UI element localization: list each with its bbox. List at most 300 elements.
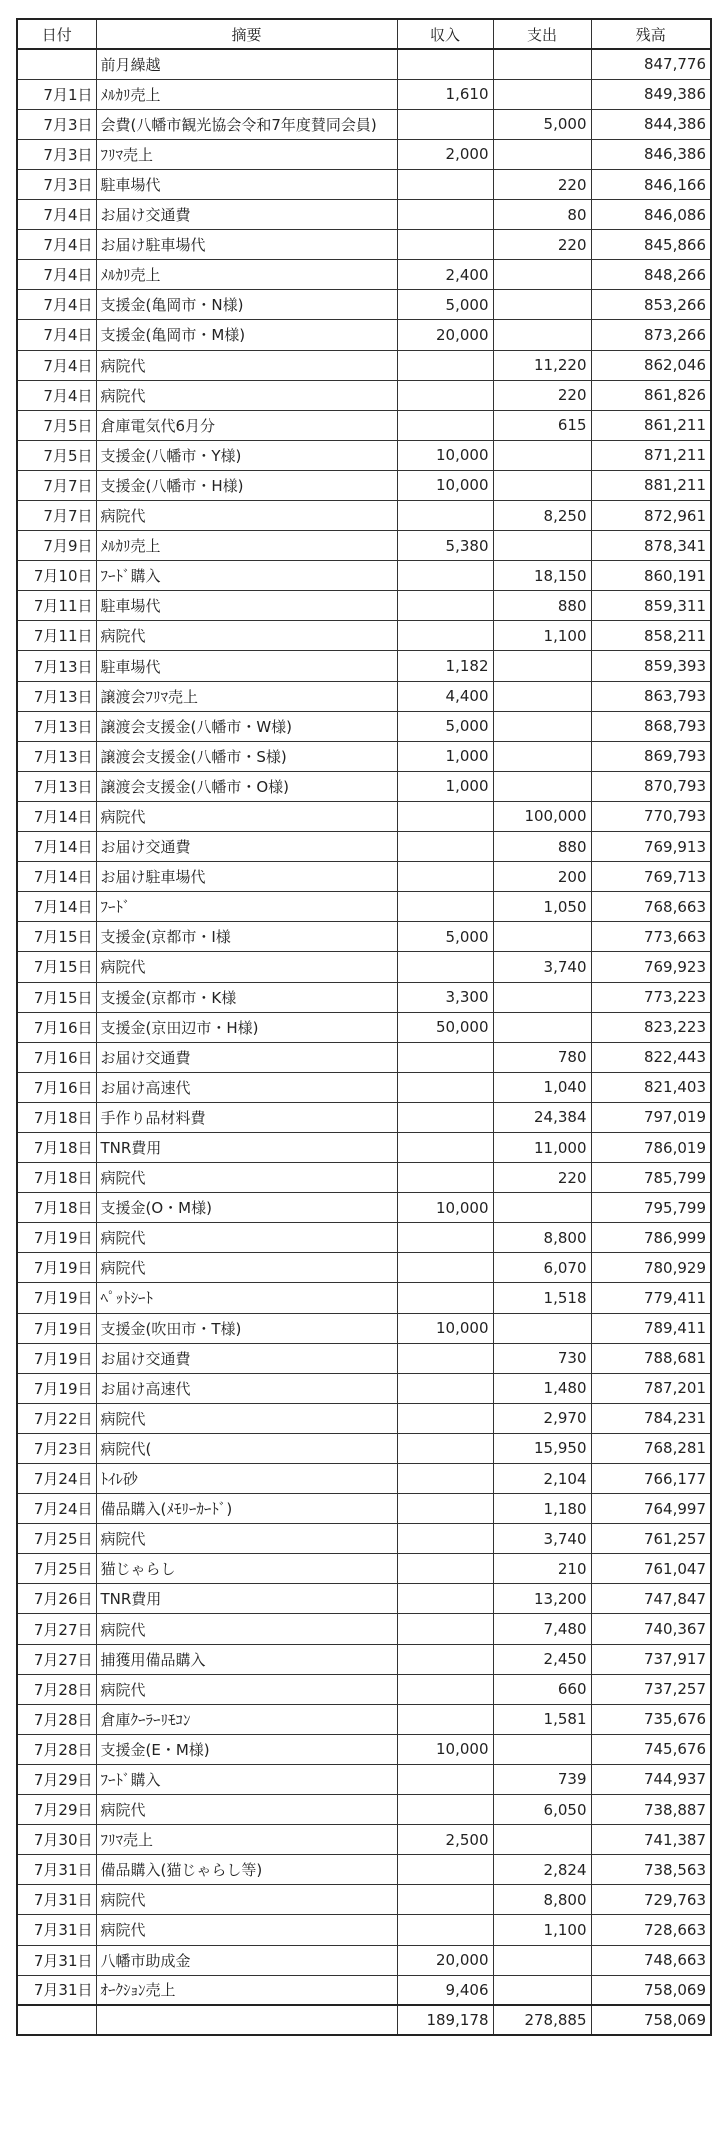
cell-income <box>397 832 493 862</box>
cell-income: 2,400 <box>397 260 493 290</box>
cell-date: 7月3日 <box>17 109 96 139</box>
table-row <box>17 1433 711 1463</box>
cell-date: 7月29日 <box>17 1795 96 1825</box>
cell-expense <box>493 49 591 79</box>
cell-description: ﾌｰﾄﾞ購入 <box>96 561 397 591</box>
table-row <box>17 1915 711 1945</box>
cell-description: 病院代 <box>96 1223 397 1253</box>
cell-expense: 2,824 <box>493 1855 591 1885</box>
cell-date: 7月4日 <box>17 350 96 380</box>
cell-income <box>397 169 493 199</box>
cell-balance: 846,386 <box>591 139 711 169</box>
cell-balance: 788,681 <box>591 1343 711 1373</box>
cell-description: 備品購入(ﾒﾓﾘｰｶｰﾄﾞ) <box>96 1494 397 1524</box>
header-balance: 残高 <box>591 19 711 49</box>
table-row <box>17 621 711 651</box>
cell-date <box>17 49 96 79</box>
cell-income <box>397 952 493 982</box>
cell-balance: 853,266 <box>591 290 711 320</box>
cell-description: 駐車場代 <box>96 591 397 621</box>
table-row <box>17 169 711 199</box>
cell-income: 10,000 <box>397 470 493 500</box>
cell-balance: 745,676 <box>591 1734 711 1764</box>
cell-balance: 735,676 <box>591 1704 711 1734</box>
cell-date: 7月5日 <box>17 440 96 470</box>
table-row <box>17 320 711 350</box>
cell-expense: 1,100 <box>493 1915 591 1945</box>
cell-description: 駐車場代 <box>96 651 397 681</box>
cell-balance: 773,663 <box>591 922 711 952</box>
cell-expense: 1,100 <box>493 621 591 651</box>
cell-date: 7月25日 <box>17 1524 96 1554</box>
table-row <box>17 1343 711 1373</box>
cell-balance: 785,799 <box>591 1163 711 1193</box>
cell-date: 7月24日 <box>17 1464 96 1494</box>
cell-expense: 80 <box>493 200 591 230</box>
cell-expense <box>493 290 591 320</box>
table-row <box>17 922 711 952</box>
cell-balance: 784,231 <box>591 1403 711 1433</box>
cell-date: 7月16日 <box>17 1012 96 1042</box>
cell-income <box>397 501 493 531</box>
cell-balance: 769,923 <box>591 952 711 982</box>
cell-income: 5,000 <box>397 922 493 952</box>
table-row <box>17 1764 711 1794</box>
table-row <box>17 1945 711 1975</box>
cell-description: 病院代( <box>96 1433 397 1463</box>
cell-balance: 822,443 <box>591 1042 711 1072</box>
cell-expense: 210 <box>493 1554 591 1584</box>
cell-date: 7月19日 <box>17 1253 96 1283</box>
cell-income <box>397 1132 493 1162</box>
cell-expense <box>493 440 591 470</box>
cell-date: 7月14日 <box>17 801 96 831</box>
cell-description: 倉庫電気代6月分 <box>96 410 397 440</box>
cell-expense: 18,150 <box>493 561 591 591</box>
cell-expense <box>493 741 591 771</box>
cell-income <box>397 1163 493 1193</box>
table-row <box>17 1042 711 1072</box>
cell-expense: 880 <box>493 832 591 862</box>
cell-date: 7月14日 <box>17 862 96 892</box>
cell-expense: 220 <box>493 169 591 199</box>
cell-description: 病院代 <box>96 1885 397 1915</box>
table-row <box>17 1825 711 1855</box>
table-row <box>17 1885 711 1915</box>
cell-expense <box>493 139 591 169</box>
cell-balance: 846,086 <box>591 200 711 230</box>
cell-income <box>397 230 493 260</box>
cell-expense <box>493 470 591 500</box>
cell-description: 病院代 <box>96 801 397 831</box>
table-row <box>17 1704 711 1734</box>
cell-balance: 849,386 <box>591 79 711 109</box>
cell-date: 7月5日 <box>17 410 96 440</box>
cell-balance: 737,917 <box>591 1644 711 1674</box>
table-row <box>17 531 711 561</box>
cell-description: ﾍﾟｯﾄｼｰﾄ <box>96 1283 397 1313</box>
cell-balance: 744,937 <box>591 1764 711 1794</box>
table-row <box>17 1614 711 1644</box>
table-row <box>17 1373 711 1403</box>
cell-description: お届け交通費 <box>96 1042 397 1072</box>
cell-balance: 766,177 <box>591 1464 711 1494</box>
cell-expense <box>493 1193 591 1223</box>
cell-balance: 728,663 <box>591 1915 711 1945</box>
cell-balance: 873,266 <box>591 320 711 350</box>
cell-expense: 660 <box>493 1674 591 1704</box>
cell-income <box>397 591 493 621</box>
header-description: 摘要 <box>96 19 397 49</box>
cell-balance: 872,961 <box>591 501 711 531</box>
cell-balance: 869,793 <box>591 741 711 771</box>
cell-balance: 861,211 <box>591 410 711 440</box>
totals-expense: 278,885 <box>493 2005 591 2035</box>
cell-expense: 11,220 <box>493 350 591 380</box>
cell-date: 7月16日 <box>17 1042 96 1072</box>
table-row <box>17 651 711 681</box>
table-row <box>17 711 711 741</box>
cell-expense: 3,740 <box>493 1524 591 1554</box>
cell-expense <box>493 922 591 952</box>
cell-income: 1,610 <box>397 79 493 109</box>
cell-expense <box>493 1734 591 1764</box>
ledger-body <box>17 49 711 2005</box>
header-date: 日付 <box>17 19 96 49</box>
cell-balance: 797,019 <box>591 1102 711 1132</box>
cell-date: 7月19日 <box>17 1313 96 1343</box>
cell-income: 10,000 <box>397 440 493 470</box>
cell-date: 7月14日 <box>17 892 96 922</box>
cell-balance: 773,223 <box>591 982 711 1012</box>
cell-income <box>397 1283 493 1313</box>
cell-expense <box>493 1975 591 2005</box>
cell-date: 7月13日 <box>17 741 96 771</box>
cell-balance: 878,341 <box>591 531 711 561</box>
cell-expense <box>493 531 591 561</box>
table-row <box>17 230 711 260</box>
cell-expense: 1,040 <box>493 1072 591 1102</box>
cell-date: 7月14日 <box>17 832 96 862</box>
cell-date: 7月28日 <box>17 1704 96 1734</box>
table-row <box>17 771 711 801</box>
cell-date: 7月31日 <box>17 1885 96 1915</box>
cell-description: 譲渡会支援金(八幡市・O様) <box>96 771 397 801</box>
cell-description: 病院代 <box>96 350 397 380</box>
table-row <box>17 591 711 621</box>
cell-date: 7月31日 <box>17 1855 96 1885</box>
totals-balance: 758,069 <box>591 2005 711 2035</box>
cell-income <box>397 1764 493 1794</box>
table-row <box>17 741 711 771</box>
cell-income: 9,406 <box>397 1975 493 2005</box>
cell-balance: 769,913 <box>591 832 711 862</box>
cell-balance: 738,887 <box>591 1795 711 1825</box>
cell-income: 5,380 <box>397 531 493 561</box>
cell-expense <box>493 771 591 801</box>
cell-description: 支援金(O・M様) <box>96 1193 397 1223</box>
cell-date: 7月9日 <box>17 531 96 561</box>
cell-description: ﾌｰﾄﾞ <box>96 892 397 922</box>
table-row <box>17 832 711 862</box>
cell-date: 7月1日 <box>17 79 96 109</box>
cell-date: 7月4日 <box>17 200 96 230</box>
cell-balance: 845,866 <box>591 230 711 260</box>
cell-date: 7月10日 <box>17 561 96 591</box>
cell-description: 猫じゃらし <box>96 1554 397 1584</box>
cell-balance: 758,069 <box>591 1975 711 2005</box>
cell-balance: 860,191 <box>591 561 711 591</box>
cell-balance: 738,563 <box>591 1855 711 1885</box>
cell-income <box>397 561 493 591</box>
cell-expense <box>493 711 591 741</box>
cell-expense <box>493 1945 591 1975</box>
cell-description: 病院代 <box>96 380 397 410</box>
cell-income: 1,000 <box>397 771 493 801</box>
cell-description: 支援金(京田辺市・H様) <box>96 1012 397 1042</box>
cell-balance: 769,713 <box>591 862 711 892</box>
cell-expense: 6,070 <box>493 1253 591 1283</box>
cell-income <box>397 1704 493 1734</box>
table-row <box>17 1524 711 1554</box>
cell-date: 7月19日 <box>17 1373 96 1403</box>
cell-date: 7月22日 <box>17 1403 96 1433</box>
cell-balance: 868,793 <box>591 711 711 741</box>
table-row <box>17 79 711 109</box>
cell-description: 支援金(八幡市・H様) <box>96 470 397 500</box>
cell-date: 7月4日 <box>17 290 96 320</box>
cell-balance: 740,367 <box>591 1614 711 1644</box>
cell-expense: 2,450 <box>493 1644 591 1674</box>
cell-description: 譲渡会ﾌﾘﾏ売上 <box>96 681 397 711</box>
cell-income: 2,000 <box>397 139 493 169</box>
cell-expense: 8,250 <box>493 501 591 531</box>
cell-description: 支援金(八幡市・Y様) <box>96 440 397 470</box>
cell-balance: 859,311 <box>591 591 711 621</box>
cell-balance: 861,826 <box>591 380 711 410</box>
cell-description: 病院代 <box>96 1163 397 1193</box>
cell-description: ﾒﾙｶﾘ売上 <box>96 260 397 290</box>
table-row <box>17 49 711 79</box>
cell-description: 支援金(亀岡市・N様) <box>96 290 397 320</box>
cell-description: 支援金(亀岡市・M様) <box>96 320 397 350</box>
header-row <box>17 19 711 49</box>
table-row <box>17 290 711 320</box>
table-row <box>17 470 711 500</box>
cell-income: 1,000 <box>397 741 493 771</box>
cell-date: 7月29日 <box>17 1764 96 1794</box>
cell-balance: 881,211 <box>591 470 711 500</box>
cell-balance: 863,793 <box>591 681 711 711</box>
cell-income <box>397 200 493 230</box>
cell-date: 7月27日 <box>17 1614 96 1644</box>
cell-income <box>397 1554 493 1584</box>
cell-balance: 870,793 <box>591 771 711 801</box>
cell-date: 7月4日 <box>17 260 96 290</box>
table-row <box>17 350 711 380</box>
cell-expense: 1,581 <box>493 1704 591 1734</box>
cell-balance: 786,999 <box>591 1223 711 1253</box>
table-row <box>17 410 711 440</box>
cell-description: 病院代 <box>96 1915 397 1945</box>
cell-description: TNR費用 <box>96 1584 397 1614</box>
cell-expense: 11,000 <box>493 1132 591 1162</box>
cell-expense: 1,180 <box>493 1494 591 1524</box>
table-row <box>17 1163 711 1193</box>
cell-balance: 741,387 <box>591 1825 711 1855</box>
cell-date: 7月31日 <box>17 1915 96 1945</box>
cell-description: TNR費用 <box>96 1132 397 1162</box>
cell-expense <box>493 1012 591 1042</box>
cell-balance: 747,847 <box>591 1584 711 1614</box>
cell-expense: 220 <box>493 380 591 410</box>
cell-expense: 880 <box>493 591 591 621</box>
cell-expense: 7,480 <box>493 1614 591 1644</box>
cell-income: 10,000 <box>397 1193 493 1223</box>
cell-description: 譲渡会支援金(八幡市・S様) <box>96 741 397 771</box>
cell-description: 病院代 <box>96 1614 397 1644</box>
cell-expense: 220 <box>493 230 591 260</box>
cell-balance: 858,211 <box>591 621 711 651</box>
cell-expense: 1,518 <box>493 1283 591 1313</box>
cell-description: お届け交通費 <box>96 832 397 862</box>
table-row <box>17 440 711 470</box>
cell-income: 4,400 <box>397 681 493 711</box>
cell-expense <box>493 681 591 711</box>
cell-date: 7月3日 <box>17 169 96 199</box>
cell-income: 1,182 <box>397 651 493 681</box>
cell-expense: 739 <box>493 1764 591 1794</box>
cell-description: 病院代 <box>96 952 397 982</box>
cell-income <box>397 801 493 831</box>
cell-expense: 13,200 <box>493 1584 591 1614</box>
cell-balance: 764,997 <box>591 1494 711 1524</box>
ledger-container <box>16 18 712 2036</box>
cell-expense: 6,050 <box>493 1795 591 1825</box>
cell-description: ﾌﾘﾏ売上 <box>96 139 397 169</box>
table-row <box>17 681 711 711</box>
cell-expense: 780 <box>493 1042 591 1072</box>
cell-income <box>397 1042 493 1072</box>
cell-income <box>397 1795 493 1825</box>
cell-description: ﾒﾙｶﾘ売上 <box>96 531 397 561</box>
header-expense: 支出 <box>493 19 591 49</box>
cell-balance: 729,763 <box>591 1885 711 1915</box>
cell-expense: 24,384 <box>493 1102 591 1132</box>
cell-date: 7月30日 <box>17 1825 96 1855</box>
cell-expense: 1,050 <box>493 892 591 922</box>
cell-description: 支援金(吹田市・T様) <box>96 1313 397 1343</box>
cell-description: 会費(八幡市観光協会令和7年度賛同会員) <box>96 109 397 139</box>
cell-balance: 748,663 <box>591 1945 711 1975</box>
cell-income <box>397 1253 493 1283</box>
table-row <box>17 1554 711 1584</box>
cell-date: 7月7日 <box>17 470 96 500</box>
table-row <box>17 1012 711 1042</box>
table-row <box>17 1132 711 1162</box>
cell-income: 10,000 <box>397 1734 493 1764</box>
cell-date: 7月19日 <box>17 1283 96 1313</box>
cell-description: 病院代 <box>96 1795 397 1825</box>
cell-income <box>397 1433 493 1463</box>
cell-balance: 737,257 <box>591 1674 711 1704</box>
cell-income <box>397 1584 493 1614</box>
cell-description: お届け駐車場代 <box>96 230 397 260</box>
cell-description: 前月繰越 <box>96 49 397 79</box>
cell-description: 倉庫ｸｰﾗｰﾘﾓｺﾝ <box>96 1704 397 1734</box>
cell-expense: 15,950 <box>493 1433 591 1463</box>
cell-balance: 859,393 <box>591 651 711 681</box>
cell-date: 7月23日 <box>17 1433 96 1463</box>
cell-expense <box>493 651 591 681</box>
cell-income <box>397 1885 493 1915</box>
cell-description: ﾄｲﾚ砂 <box>96 1464 397 1494</box>
cell-description: 八幡市助成金 <box>96 1945 397 1975</box>
cell-balance: 795,799 <box>591 1193 711 1223</box>
cell-date: 7月28日 <box>17 1734 96 1764</box>
cell-income <box>397 1343 493 1373</box>
cell-expense: 615 <box>493 410 591 440</box>
cell-description: ｵｰｸｼｮﾝ売上 <box>96 1975 397 2005</box>
cell-date: 7月4日 <box>17 230 96 260</box>
table-row <box>17 200 711 230</box>
cell-balance: 823,223 <box>591 1012 711 1042</box>
cell-balance: 862,046 <box>591 350 711 380</box>
cell-income: 5,000 <box>397 290 493 320</box>
cell-income <box>397 350 493 380</box>
cell-expense <box>493 320 591 350</box>
cell-expense <box>493 260 591 290</box>
cell-description: 手作り品材料費 <box>96 1102 397 1132</box>
cell-income <box>397 621 493 651</box>
header-income: 収入 <box>397 19 493 49</box>
cell-date: 7月18日 <box>17 1163 96 1193</box>
table-row <box>17 862 711 892</box>
cell-expense: 1,480 <box>493 1373 591 1403</box>
cell-description: ﾌﾘﾏ売上 <box>96 1825 397 1855</box>
table-row <box>17 1494 711 1524</box>
cell-date: 7月26日 <box>17 1584 96 1614</box>
table-row <box>17 1072 711 1102</box>
cell-date: 7月7日 <box>17 501 96 531</box>
cell-balance: 770,793 <box>591 801 711 831</box>
cell-expense: 5,000 <box>493 109 591 139</box>
table-row <box>17 982 711 1012</box>
cell-expense: 3,740 <box>493 952 591 982</box>
cell-balance: 761,257 <box>591 1524 711 1554</box>
cell-balance: 847,776 <box>591 49 711 79</box>
cell-balance: 779,411 <box>591 1283 711 1313</box>
cell-description: 支援金(E・M様) <box>96 1734 397 1764</box>
cell-income <box>397 1223 493 1253</box>
cell-description: 譲渡会支援金(八幡市・W様) <box>96 711 397 741</box>
cell-date: 7月18日 <box>17 1102 96 1132</box>
cell-description: 駐車場代 <box>96 169 397 199</box>
cell-expense: 2,970 <box>493 1403 591 1433</box>
cell-balance: 871,211 <box>591 440 711 470</box>
totals-date <box>17 2005 96 2035</box>
table-row <box>17 1102 711 1132</box>
cell-balance: 786,019 <box>591 1132 711 1162</box>
cell-income: 2,500 <box>397 1825 493 1855</box>
cell-expense <box>493 982 591 1012</box>
cell-description: 病院代 <box>96 621 397 651</box>
cell-balance: 846,166 <box>591 169 711 199</box>
cell-date: 7月15日 <box>17 982 96 1012</box>
cell-income <box>397 1674 493 1704</box>
cell-description: お届け高速代 <box>96 1373 397 1403</box>
cell-date: 7月19日 <box>17 1223 96 1253</box>
